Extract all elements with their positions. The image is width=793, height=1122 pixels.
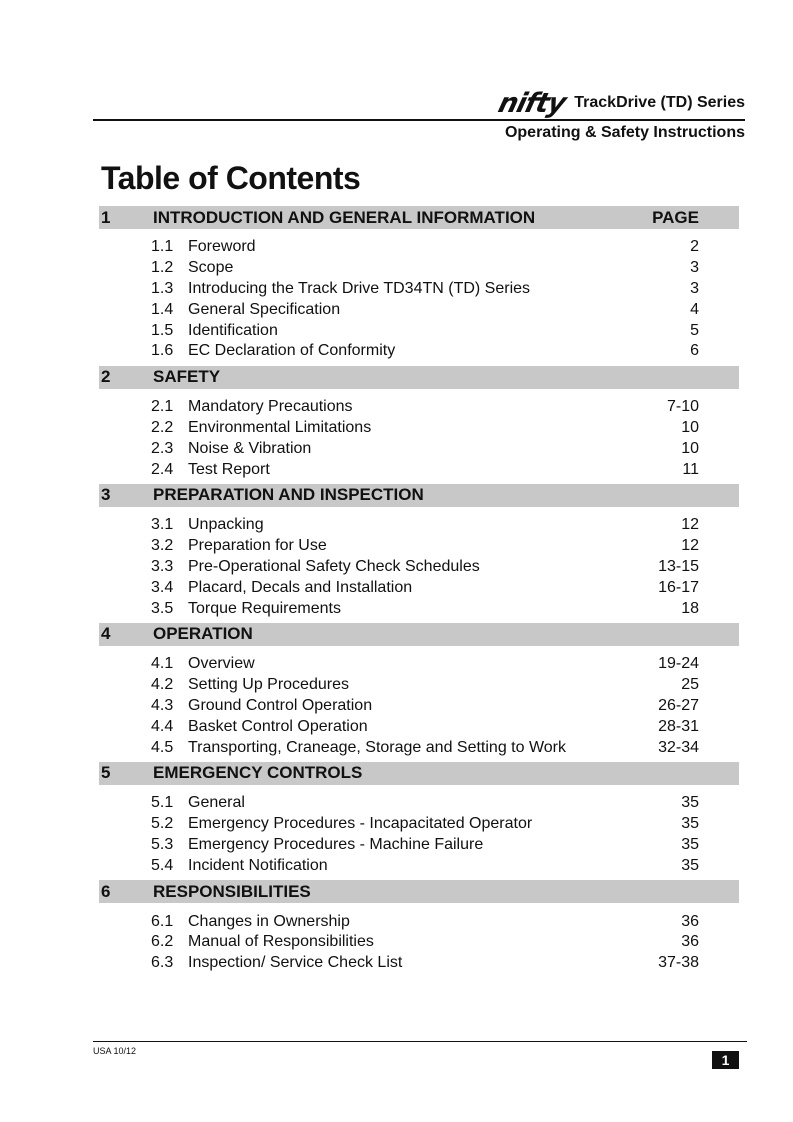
entry-title: Ground Control Operation: [188, 696, 373, 714]
toc-entry: [99, 557, 739, 578]
entry-number: 2.2: [151, 418, 174, 436]
entry-title: Environmental Limitations: [188, 418, 372, 436]
entry-number: 3.4: [151, 578, 174, 596]
footer-rule: [93, 1041, 747, 1042]
section-entries: [99, 229, 739, 366]
entry-title: Inspection/ Service Check List: [188, 954, 403, 972]
entry-number: 1.3: [151, 279, 174, 297]
entry-number: 2.3: [151, 439, 174, 457]
section-entries: [99, 646, 739, 762]
entry-number: 4.2: [151, 676, 174, 694]
toc-entry: [99, 911, 739, 932]
section-entries: [99, 389, 739, 484]
entry-title: Preparation for Use: [188, 537, 327, 555]
section-number: 6: [101, 881, 111, 901]
entry-page: 10: [681, 418, 699, 436]
section-title: INTRODUCTION AND GENERAL INFORMATION: [153, 207, 536, 227]
section-title: SAFETY: [153, 367, 221, 387]
section-header: [99, 484, 739, 507]
entry-number: 4.3: [151, 696, 174, 714]
toc-entry: [99, 716, 739, 737]
page-number-badge: 1: [712, 1051, 739, 1069]
entry-title: Setting Up Procedures: [188, 676, 349, 694]
document-subtitle: Operating & Safety Instructions: [504, 124, 745, 141]
entry-title: Overview: [188, 655, 255, 673]
toc-entry: [99, 320, 739, 341]
entry-page: 18: [681, 599, 699, 617]
section-entries: [99, 507, 739, 623]
toc-entry: [99, 459, 739, 480]
entry-number: 1.2: [151, 259, 174, 277]
toc-entry: [99, 654, 739, 675]
entry-page: 5: [690, 321, 699, 339]
entry-title: Incident Notification: [188, 856, 328, 874]
toc-entry: [99, 793, 739, 814]
toc-entry: [99, 675, 739, 696]
entry-page: 28-31: [658, 717, 699, 735]
document-footer: [93, 1041, 747, 1068]
entry-title: Introducing the Track Drive TD34TN (TD) Series: [188, 279, 531, 297]
entry-title: Scope: [188, 259, 234, 277]
entry-number: 6.1: [151, 912, 174, 930]
entry-title: General: [188, 794, 245, 812]
entry-page: 11: [682, 460, 699, 478]
entry-title: Noise & Vibration: [188, 439, 312, 457]
toc-entry: [99, 299, 739, 320]
entry-page: 6: [690, 342, 699, 360]
entry-number: 3.2: [151, 537, 174, 555]
entry-page: 3: [690, 279, 699, 297]
entry-title: Emergency Procedures - Incapacitated Operator: [188, 815, 533, 833]
entry-number: 1.4: [151, 300, 174, 318]
section-number: 3: [101, 485, 111, 505]
entry-page: 16-17: [658, 578, 699, 596]
entry-number: 6.2: [151, 933, 174, 951]
toc-entry: [99, 737, 739, 758]
entry-number: 5.1: [151, 794, 174, 812]
entry-page: 26-27: [658, 696, 699, 714]
footer-edition: USA 10/12: [93, 1046, 137, 1056]
entry-title: Changes in Ownership: [188, 912, 350, 930]
toc-entry: [99, 258, 739, 279]
section-number: 4: [101, 624, 111, 644]
page-title: Table of Contents: [101, 160, 361, 196]
entry-page: 19-24: [658, 655, 699, 673]
page-column-label: PAGE: [652, 207, 699, 227]
entry-title: Torque Requirements: [188, 599, 341, 617]
entry-title: General Specification: [188, 300, 341, 318]
toc-entry: [99, 397, 739, 418]
entry-number: 3.3: [151, 557, 174, 575]
section-entries: [99, 903, 739, 977]
toc-entry: [99, 598, 739, 619]
section-number: 2: [101, 367, 111, 387]
series-title: TrackDrive (TD) Series: [574, 94, 745, 111]
entry-page: 32-34: [658, 738, 699, 756]
toc-entry: [99, 577, 739, 598]
entry-title: Emergency Procedures - Machine Failure: [188, 835, 484, 853]
document-header: [93, 88, 745, 142]
entry-title: Unpacking: [188, 516, 264, 534]
entry-page: 37-38: [658, 954, 699, 972]
entry-page: 35: [681, 835, 699, 853]
section-header: [99, 206, 739, 229]
entry-title: Pre-Operational Safety Check Schedules: [188, 557, 480, 575]
entry-number: 2.1: [151, 398, 174, 416]
entry-number: 4.1: [151, 655, 174, 673]
entry-number: 3.1: [151, 516, 174, 534]
entry-number: 1.6: [151, 342, 174, 360]
entry-number: 6.3: [151, 954, 174, 972]
entry-title: Basket Control Operation: [188, 717, 368, 735]
table-of-contents: [99, 206, 739, 978]
entry-page: 35: [681, 794, 699, 812]
toc-entry: [99, 814, 739, 835]
toc-entry: [99, 536, 739, 557]
section-title: PREPARATION AND INSPECTION: [153, 485, 424, 505]
entry-page: 2: [690, 238, 699, 256]
toc-entry: [99, 418, 739, 439]
entry-page: 12: [681, 537, 699, 555]
entry-page: 13-15: [658, 557, 699, 575]
entry-page: 4: [690, 300, 699, 318]
header-rule: [93, 119, 745, 121]
section-header: [99, 762, 739, 785]
toc-entry: [99, 438, 739, 459]
entry-title: Transporting, Craneage, Storage and Setting to Work: [188, 738, 566, 756]
entry-page: 10: [681, 439, 699, 457]
section-title: RESPONSIBILITIES: [153, 881, 311, 901]
entry-number: 2.4: [151, 460, 174, 478]
section-header: [99, 623, 739, 646]
entry-number: 4.5: [151, 738, 174, 756]
entry-title: Test Report: [188, 460, 270, 478]
entry-number: 5.2: [151, 815, 174, 833]
entry-title: EC Declaration of Conformity: [188, 342, 396, 360]
toc-entry: [99, 237, 739, 258]
section-header: [99, 366, 739, 389]
entry-page: 35: [681, 856, 699, 874]
entry-title: Mandatory Precautions: [188, 398, 353, 416]
toc-entry: [99, 341, 739, 362]
toc-entry: [99, 835, 739, 856]
entry-number: 1.1: [151, 238, 174, 256]
entry-number: 5.4: [151, 856, 174, 874]
entry-number: 1.5: [151, 321, 174, 339]
toc-entry: [99, 855, 739, 876]
entry-page: 3: [690, 259, 699, 277]
entry-page: 36: [681, 912, 699, 930]
entry-number: 3.5: [151, 599, 174, 617]
toc-entry: [99, 932, 739, 953]
section-number: 1: [101, 207, 111, 227]
toc-entry: [99, 953, 739, 974]
entry-page: 7-10: [666, 398, 699, 416]
nifty-logo: nifty: [494, 87, 569, 119]
entry-title: Manual of Responsibilities: [188, 933, 374, 951]
entry-page: 36: [681, 933, 699, 951]
entry-page: 25: [681, 676, 699, 694]
entry-title: Identification: [188, 321, 278, 339]
toc-entry: [99, 515, 739, 536]
entry-title: Placard, Decals and Installation: [188, 578, 413, 596]
toc-entry: [99, 696, 739, 717]
section-header: [99, 880, 739, 903]
section-entries: [99, 785, 739, 880]
toc-entry: [99, 279, 739, 300]
section-number: 5: [101, 763, 111, 783]
brand-line: [93, 88, 745, 118]
entry-page: 35: [681, 815, 699, 833]
entry-page: 12: [681, 516, 699, 534]
entry-number: 4.4: [151, 717, 174, 735]
section-title: OPERATION: [153, 624, 253, 644]
section-title: EMERGENCY CONTROLS: [153, 763, 363, 783]
entry-title: Foreword: [188, 238, 256, 256]
entry-number: 5.3: [151, 835, 174, 853]
